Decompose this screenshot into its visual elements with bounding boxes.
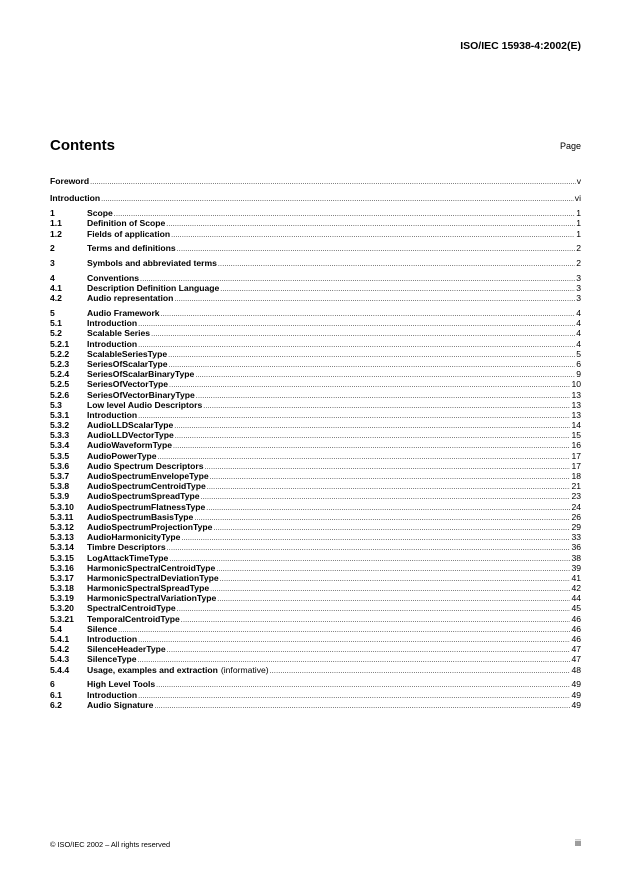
toc-entry-page: 10 [571, 379, 581, 390]
toc-entry-page: 3 [576, 293, 581, 304]
toc-entry-page: 6 [576, 358, 581, 369]
toc-entry[interactable] [50, 308, 581, 318]
toc-entry-title: Introduction [87, 338, 138, 349]
toc-entry-number: 5.3.19 [50, 593, 74, 604]
toc-entry-page: 49 [571, 679, 581, 690]
toc-entry-number: 5.4.2 [50, 644, 70, 655]
toc-entry-page: 1 [576, 228, 581, 239]
dot-leader [216, 595, 570, 605]
toc-entry-number: 5.3.17 [50, 572, 74, 583]
toc-entry-title: HarmonicSpectralVariationType [87, 593, 217, 604]
toc-entry-title: SilenceType [87, 654, 137, 665]
toc-entry-title: AudioSpectrumCentroidType [87, 481, 206, 492]
dot-leader [165, 220, 575, 230]
toc-entry-number: 5.4.4 [50, 664, 70, 675]
toc-entry[interactable] [50, 624, 581, 634]
toc-entry-title: Introduction [87, 409, 138, 420]
toc-entry-number: 2 [50, 243, 55, 254]
toc-entry-page: 4 [576, 318, 581, 329]
toc-entry[interactable] [50, 451, 581, 461]
toc-entry-page: vi [574, 193, 581, 204]
toc-entry-number: 5.3.16 [50, 562, 74, 573]
toc-entry-number: 5.3.2 [50, 420, 70, 431]
dot-leader [137, 692, 570, 702]
toc-entry-title: Conventions [87, 272, 140, 283]
toc-entry[interactable] [50, 654, 581, 664]
toc-entry-page: 46 [571, 623, 581, 634]
dot-leader [205, 504, 570, 514]
toc-entry-number: 5.3 [50, 399, 62, 410]
toc-entry-page: 13 [571, 409, 581, 420]
dot-leader [150, 330, 575, 340]
toc-entry[interactable] [50, 614, 581, 624]
dot-leader [89, 178, 576, 188]
toc-entry-number: 5.3.21 [50, 613, 74, 624]
toc-entry-title: Description Definition Language [87, 283, 220, 294]
toc-entry-number: 5.2.2 [50, 348, 70, 359]
toc-entry[interactable] [50, 491, 581, 501]
toc-entry-number: 5.3.7 [50, 471, 70, 482]
toc-entry-page: 33 [571, 532, 581, 543]
toc-entry-suffix: (informative) [220, 664, 269, 675]
toc-entry-page: 49 [571, 689, 581, 700]
toc-entry-page: 36 [571, 542, 581, 553]
toc-entry-page: 2 [576, 243, 581, 254]
toc-entry-title: Low level Audio Descriptors [87, 399, 203, 410]
toc-entry-number: 5.2.4 [50, 369, 70, 380]
toc-entry-title: Usage, examples and extraction [87, 664, 218, 675]
dot-leader [217, 260, 575, 270]
dot-leader [209, 473, 571, 483]
dot-leader [166, 646, 571, 656]
toc-entry-page: 48 [571, 664, 581, 675]
dot-leader [167, 351, 575, 361]
toc-entry-number: 5.3.15 [50, 552, 74, 563]
toc-entry[interactable] [50, 634, 581, 644]
toc-entry-number: 5.3.1 [50, 409, 70, 420]
toc-entry-title: TemporalCentroidType [87, 613, 180, 624]
dot-leader [168, 555, 570, 565]
toc-entry-number: 1.2 [50, 228, 62, 239]
dot-leader [173, 295, 575, 305]
toc-entry-number: 5.3.4 [50, 440, 70, 451]
dot-leader [166, 544, 571, 554]
toc-entry-title: Foreword [50, 176, 90, 186]
toc-entry-number: 4.1 [50, 283, 62, 294]
toc-entry-page: 38 [571, 552, 581, 563]
toc-entry-page: 9 [576, 369, 581, 380]
toc-entry-title: AudioSpectrumFlatnessType [87, 501, 206, 512]
toc-entry[interactable] [50, 440, 581, 450]
toc-entry[interactable] [50, 273, 581, 283]
toc-entry-page: 26 [571, 511, 581, 522]
dot-leader [180, 616, 571, 626]
toc-entry-page: 15 [571, 430, 581, 441]
toc-entry-number: 4 [50, 272, 55, 283]
toc-entry-page: 23 [571, 491, 581, 502]
toc-entry-page: 4 [576, 328, 581, 339]
toc-entry-title: Definition of Scope [87, 218, 166, 229]
toc-entry-number: 4.2 [50, 293, 62, 304]
toc-entry-page: 41 [571, 572, 581, 583]
toc-entry-page: 49 [571, 699, 581, 710]
toc-entry-page: 18 [571, 471, 581, 482]
dot-leader [137, 412, 570, 422]
dot-leader [155, 681, 570, 691]
toc-entry-page: 4 [576, 308, 581, 319]
dot-leader [117, 626, 570, 636]
toc-entry-number: 5.3.11 [50, 511, 74, 522]
dot-leader [206, 483, 571, 493]
dot-leader [219, 285, 575, 295]
toc-entry-title: Audio Spectrum Descriptors [87, 460, 204, 471]
dot-leader [160, 310, 576, 320]
toc-entry-number: 5.2.5 [50, 379, 70, 390]
toc-entry-page: v [576, 176, 581, 186]
toc-entry-title: Silence [87, 623, 118, 634]
toc-entry[interactable] [50, 349, 581, 359]
toc-entry[interactable] [50, 690, 581, 700]
toc-entry-number: 5.3.9 [50, 491, 70, 502]
toc-entry-title: HarmonicSpectralSpreadType [87, 583, 210, 594]
toc-entry[interactable] [50, 208, 581, 218]
toc-entry[interactable] [50, 283, 581, 293]
dot-leader [194, 371, 575, 381]
dot-leader [172, 442, 570, 452]
toc-entry-title: SeriesOfScalarBinaryType [87, 369, 195, 380]
toc-entry[interactable] [50, 502, 581, 512]
dot-leader [202, 402, 570, 412]
toc-entry-page: 29 [571, 521, 581, 532]
toc-entry-title: Symbols and abbreviated terms [87, 258, 217, 269]
toc-entry-title: Audio Framework [87, 308, 160, 319]
toc-entry-title: AudioSpectrumBasisType [87, 511, 194, 522]
toc-entry-title: AudioSpectrumEnvelopeType [87, 471, 209, 482]
toc-entry-title: Introduction [87, 318, 138, 329]
toc-entry[interactable] [50, 229, 581, 239]
toc-entry-number: 5.2.3 [50, 358, 70, 369]
toc-entry-title: SeriesOfVectorType [87, 379, 169, 390]
dot-leader [193, 514, 570, 524]
toc-entry[interactable] [50, 461, 581, 471]
toc-entry[interactable] [50, 603, 581, 613]
toc-entry-page: 13 [571, 389, 581, 400]
dot-leader [173, 422, 570, 432]
dot-leader [174, 432, 571, 442]
dot-leader [195, 392, 571, 402]
toc-entry[interactable] [50, 563, 581, 573]
dot-leader [212, 524, 570, 534]
toc-entry-number: 5.4 [50, 623, 62, 634]
toc-entry[interactable] [50, 593, 581, 603]
toc-entry-page: 39 [571, 562, 581, 573]
toc-entry-title: AudioHarmonicityType [87, 532, 181, 543]
toc-entry-title: SeriesOfVectorBinaryType [87, 389, 195, 400]
toc-entry-title: Audio representation [87, 293, 174, 304]
toc-entry[interactable] [50, 644, 581, 654]
toc-entry-number: 5.3.20 [50, 603, 74, 614]
toc-entry-number: 5.3.12 [50, 521, 74, 532]
toc-entry-number: 5.3.18 [50, 583, 74, 594]
dot-leader [137, 341, 575, 351]
toc-entry-title: Scope [87, 208, 113, 219]
toc-entry-number: 6.1 [50, 689, 62, 700]
toc-entry-title: High Level Tools [87, 679, 156, 690]
toc-entry-number: 5.2.6 [50, 389, 70, 400]
dot-leader [113, 210, 575, 220]
toc-entry[interactable] [50, 553, 581, 563]
toc-entry-title: Fields of application [87, 228, 171, 239]
toc-entry[interactable] [50, 379, 581, 389]
toc-entry[interactable] [50, 583, 581, 593]
toc-entry-number: 5.2.1 [50, 338, 70, 349]
toc-entry-number: 5.3.10 [50, 501, 74, 512]
dot-leader [209, 585, 570, 595]
toc-entry-page: 3 [576, 272, 581, 283]
copyright-footer: © ISO/IEC 2002 – All rights reserved [50, 840, 171, 849]
toc-entry-page: 2 [576, 258, 581, 269]
toc-entry[interactable] [50, 700, 581, 710]
toc-entry[interactable] [50, 176, 581, 186]
toc-entry-title: Terms and definitions [87, 243, 176, 254]
toc-entry-title: AudioSpectrumProjectionType [87, 521, 213, 532]
toc-entry-title: Scalable Series [87, 328, 151, 339]
toc-entry-title: SeriesOfScalarType [87, 358, 168, 369]
toc-entry-page: 1 [576, 208, 581, 219]
dot-leader [180, 534, 570, 544]
toc-entry-page: 44 [571, 593, 581, 604]
toc-entry-number: 1.1 [50, 218, 62, 229]
toc-entry-page: 46 [571, 613, 581, 624]
toc-entry-number: 5.4.3 [50, 654, 70, 665]
toc-entry[interactable] [50, 293, 581, 303]
toc-entry-title: ScalableSeriesType [87, 348, 168, 359]
toc-entry-number: 5.3.3 [50, 430, 70, 441]
dot-leader [100, 195, 574, 205]
toc-entry[interactable] [50, 390, 581, 400]
dot-leader [168, 381, 570, 391]
toc-entry[interactable] [50, 420, 581, 430]
toc-entry-number: 6.2 [50, 699, 62, 710]
dot-leader [170, 231, 575, 241]
toc-entry-number: 5.4.1 [50, 634, 70, 645]
document-id-header: ISO/IEC 15938-4:2002(E) [460, 40, 581, 52]
toc-entry-title: HarmonicSpectralDeviationType [87, 572, 219, 583]
toc-entry[interactable] [50, 665, 581, 675]
dot-leader [137, 320, 575, 330]
dot-leader [137, 636, 570, 646]
toc-entry-number: 5.2 [50, 328, 62, 339]
page-column-label: Page [559, 141, 581, 151]
dot-leader [168, 361, 576, 371]
table-of-contents [50, 176, 581, 710]
toc-entry[interactable] [50, 328, 581, 338]
toc-entry-page: 4 [576, 338, 581, 349]
toc-entry-title: Introduction [50, 193, 101, 204]
toc-entry[interactable] [50, 542, 581, 552]
toc-entry-page: 17 [571, 460, 581, 471]
toc-entry-title: Introduction [87, 634, 138, 645]
toc-entry[interactable] [50, 359, 581, 369]
toc-entry-number: 5.3.13 [50, 532, 74, 543]
toc-entry[interactable] [50, 679, 581, 689]
dot-leader [269, 667, 571, 677]
toc-entry-page: 46 [571, 634, 581, 645]
dot-leader [204, 463, 571, 473]
toc-entry-number: 5.1 [50, 318, 62, 329]
toc-entry-title: Introduction [87, 689, 138, 700]
toc-entry-number: 6 [50, 679, 55, 690]
toc-entry-title: AudioSpectrumSpreadType [87, 491, 200, 502]
toc-entry-page: 13 [571, 399, 581, 410]
toc-entry-title: SilenceHeaderType [87, 644, 166, 655]
toc-entry[interactable] [50, 573, 581, 583]
dot-leader [215, 565, 570, 575]
toc-entry[interactable] [50, 522, 581, 532]
toc-entry-page: 24 [571, 501, 581, 512]
toc-entry-number: 5.3.6 [50, 460, 70, 471]
toc-entry-title: Timbre Descriptors [87, 542, 166, 553]
toc-entry-page: 14 [571, 420, 581, 431]
toc-entry[interactable] [50, 193, 581, 203]
toc-entry[interactable] [50, 369, 581, 379]
toc-entry[interactable] [50, 318, 581, 328]
toc-entry-number: 5 [50, 308, 55, 319]
toc-entry[interactable] [50, 430, 581, 440]
toc-entry[interactable] [50, 218, 581, 228]
toc-entry-number: 5.3.5 [50, 450, 70, 461]
page-title: Contents [50, 137, 115, 154]
toc-entry[interactable] [50, 243, 581, 253]
toc-entry-title: AudioPowerType [87, 450, 157, 461]
toc-entry-title: AudioWaveformType [87, 440, 172, 451]
toc-entry[interactable] [50, 410, 581, 420]
toc-entry-page: 16 [571, 440, 581, 451]
toc-entry[interactable] [50, 339, 581, 349]
toc-entry-page: 1 [576, 218, 581, 229]
toc-entry-page: 45 [571, 603, 581, 614]
toc-entry-title: AudioLLDVectorType [87, 430, 174, 441]
toc-entry-title: HarmonicSpectralCentroidType [87, 562, 216, 573]
toc-entry-page: 47 [571, 644, 581, 655]
toc-entry-page: 47 [571, 654, 581, 665]
toc-entry-title: LogAttackTimeType [87, 552, 169, 563]
page-number: iii [575, 838, 581, 848]
toc-entry[interactable] [50, 471, 581, 481]
toc-entry-title: Audio Signature [87, 699, 154, 710]
dot-leader [219, 575, 571, 585]
dot-leader [176, 245, 576, 255]
dot-leader [200, 493, 571, 503]
toc-entry-number: 3 [50, 258, 55, 269]
toc-entry-page: 3 [576, 283, 581, 294]
toc-entry[interactable] [50, 512, 581, 522]
toc-entry-title: AudioLLDScalarType [87, 420, 174, 431]
toc-entry-number: 1 [50, 208, 55, 219]
toc-entry-title: SpectralCentroidType [87, 603, 176, 614]
dot-leader [176, 605, 571, 615]
toc-entry[interactable] [50, 532, 581, 542]
dot-leader [153, 702, 570, 712]
toc-entry-number: 5.3.14 [50, 542, 74, 553]
toc-entry-page: 21 [571, 481, 581, 492]
toc-entry-number: 5.3.8 [50, 481, 70, 492]
toc-entry-page: 42 [571, 583, 581, 594]
toc-entry[interactable] [50, 400, 581, 410]
dot-leader [157, 453, 571, 463]
toc-entry-page: 5 [576, 348, 581, 359]
toc-entry[interactable] [50, 258, 581, 268]
toc-entry[interactable] [50, 481, 581, 491]
toc-entry-page: 17 [571, 450, 581, 461]
